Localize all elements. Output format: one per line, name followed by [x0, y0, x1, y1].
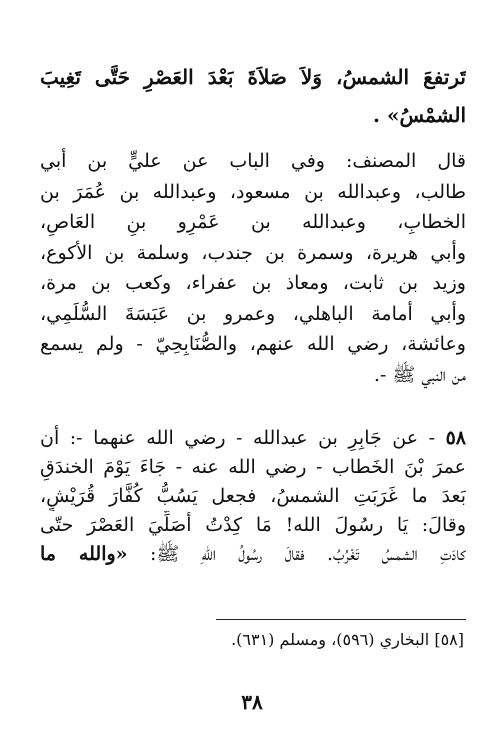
hadith-line-1 [40, 424, 466, 453]
quote-line-2: الشمْسُ» . [373, 103, 466, 127]
author-note-line: وأبي أمامة الباهلي، وعمرو بن عَبَسَةَ السُّلَمِي، [40, 302, 466, 325]
author-note-line: وأبي هريرة، وسمرة بن جندب، وسلمة بن الأكوع، [40, 241, 466, 264]
author-note-line: وعائشة، رضي الله عنهم، والصُّنَابِحِيّ - ولم يسمع [40, 333, 466, 355]
author-note-line: وزيد بن ثابت، ومعاذ بن عفراء، وكعب بن مرة، [40, 272, 466, 294]
hadith-line: بَعدَ ما غَرَبَتِ الشمسُ، فجعل يَسُبُّ كُفَّارَ قُرَيْشٍ، [40, 485, 466, 507]
quote-line-1: تَرتفعَ الشمسُ، وَلاَ صَلاَةَ بَعْدَ العَصْرِ حَتَّى تَغِيبَ [40, 65, 466, 89]
hadith-line-text: - عن جَابِرِ بن عبدالله - رضي الله عنهما -: أن [40, 427, 436, 449]
footnote-divider [216, 619, 466, 620]
page-number: ٣٨ [241, 690, 263, 714]
hadith-58 [40, 424, 466, 569]
author-note-line: الخطابِ، وعبدالله بن عَمْرِو بنِ العَاصِ، [40, 211, 466, 233]
author-note-line: من النبي ﷺ -. [373, 363, 466, 386]
hadith-quote-start: «والله ما [40, 543, 128, 565]
hadith-line: عمرَ بْنَ الخَطاب - رضي الله عنه - جَاءَ يَوْمَ الخندَقِ [40, 456, 466, 478]
quote-continuation [40, 58, 466, 134]
hadith-line-5 [40, 540, 466, 569]
author-note-line: طالب، وعبدالله بن مسعود، وعبدالله بن عُمَرَ بن [40, 180, 466, 203]
footnote: [٥٨] البخاري (٥٩٦)، ومسلم (٦٣١). [231, 630, 464, 649]
author-note [40, 146, 466, 390]
hadith-number: ٥٨ [445, 427, 466, 449]
hadith-line: وقالَ: يَا رسُولَ الله! مَا كِدْتُ أُصَلِّيَ العَصْرَ حتّى [40, 514, 466, 536]
hadith-line-text: كادَتِ الشمسُ تَغْرُبُ. فقالَ رسُولُ اللهِ ﷺ: [149, 543, 466, 565]
author-note-line: قال المصنف: وفي الباب عن عليٍّ بن أبي [40, 150, 466, 172]
